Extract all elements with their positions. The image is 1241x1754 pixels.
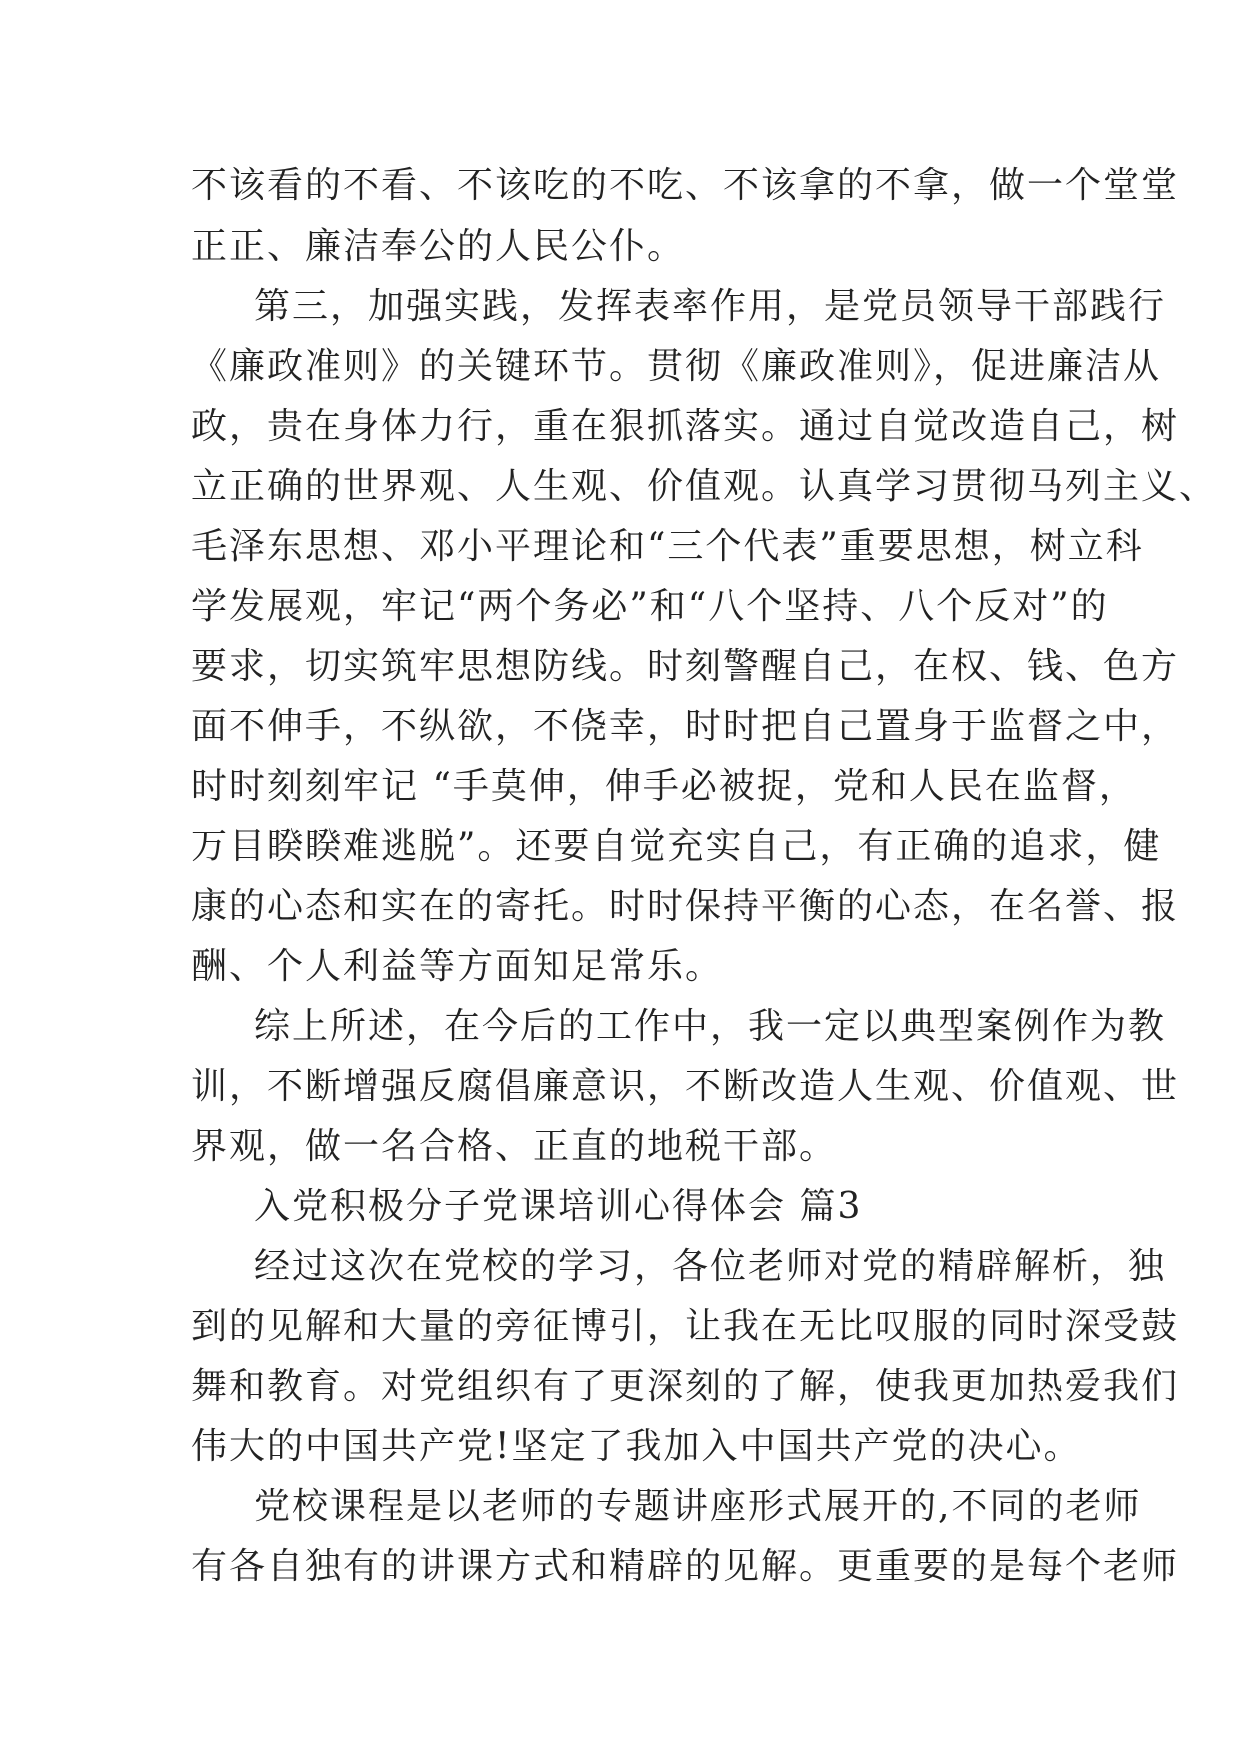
text-line: 要求，切实筑牢思想防线。时刻警醒自己，在权、钱、色方 (191, 646, 1180, 687)
text-line: 伟大的中国共产党!坚定了我加入中国共产党的决心。 (191, 1426, 1082, 1467)
text-line: 万目睽睽难逃脱”。还要自觉充实自己，有正确的追求，健 (191, 826, 1162, 867)
text-line: 面不伸手，不纵欲，不侥幸，时时把自己置身于监督之中， (191, 706, 1180, 747)
text-line: 有各自独有的讲课方式和精辟的见解。更重要的是每个老师 (191, 1546, 1180, 1587)
text-line: 学发展观，牢记“两个务必”和“八个坚持、八个反对”的 (191, 586, 1109, 627)
section-heading: 入党积极分子党课培训心得体会 篇3 (254, 1186, 863, 1227)
paragraph-start-line: 经过这次在党校的学习，各位老师对党的精辟解析，独 (254, 1246, 1167, 1287)
text-line: 毛泽东思想、邓小平理论和“三个代表”重要思想，树立科 (191, 526, 1144, 567)
text-line: 训，不断增强反腐倡廉意识，不断改造人生观、价值观、世 (191, 1066, 1180, 1107)
text-line: 康的心态和实在的寄托。时时保持平衡的心态，在名誉、报 (191, 886, 1180, 927)
text-line: 正正、廉洁奉公的人民公仆。 (191, 226, 686, 267)
paragraph-start-line: 第三，加强实践，发挥表率作用，是党员领导干部践行 (254, 286, 1167, 327)
text-line: 立正确的世界观、人生观、价值观。认真学习贯彻马列主义、 (191, 466, 1218, 507)
text-line: 酬、个人利益等方面知足常乐。 (191, 946, 724, 987)
text-line: 《廉政准则》的关键环节。贯彻《廉政准则》，促进廉洁从 (191, 346, 1162, 387)
text-line: 时时刻刻牢记 “手莫伸，伸手必被捉，党和人民在监督， (191, 766, 1137, 807)
text-line: 界观，做一名合格、正直的地税干部。 (191, 1126, 838, 1167)
text-line: 不该看的不看、不该吃的不吃、不该拿的不拿，做一个堂堂 (191, 165, 1180, 206)
paragraph-start-line: 综上所述，在今后的工作中，我一定以典型案例作为教 (254, 1006, 1167, 1047)
text-line: 政，贵在身体力行，重在狠抓落实。通过自觉改造自己，树 (191, 406, 1180, 447)
text-line: 舞和教育。对党组织有了更深刻的了解，使我更加热爱我们 (191, 1366, 1180, 1407)
text-line: 到的见解和大量的旁征博引，让我在无比叹服的同时深受鼓 (191, 1306, 1180, 1347)
paragraph-start-line: 党校课程是以老师的专题讲座形式展开的,不同的老师 (254, 1486, 1142, 1527)
